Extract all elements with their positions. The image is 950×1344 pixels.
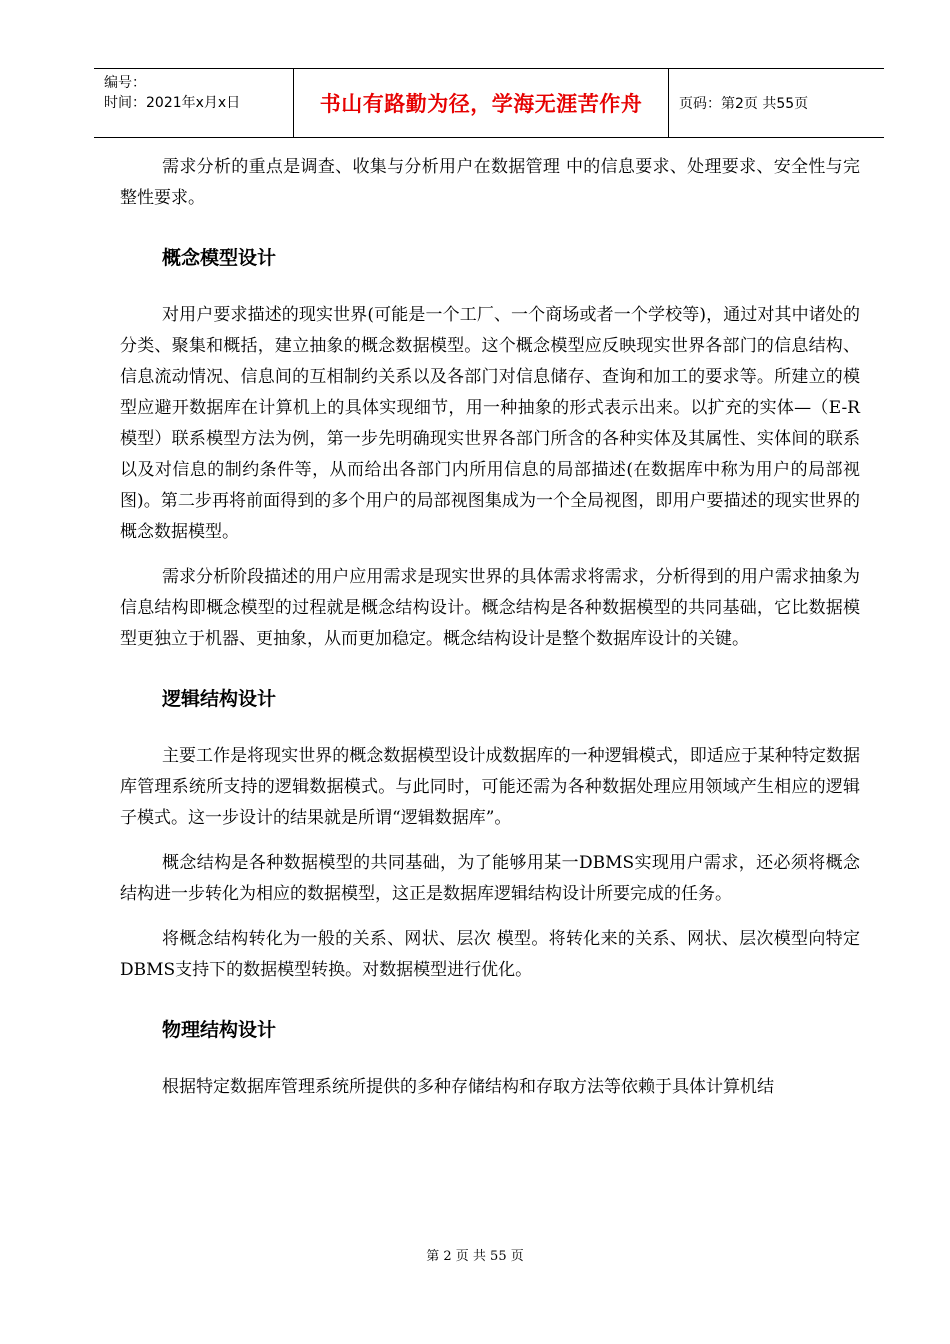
paragraph-conceptual-structure: 需求分析阶段描述的用户应用需求是现实世界的具体需求将需求，分析得到的用户需求抽象为信息结构即概念模型的过程就是概念结构设计。概念结构是各种数据模型的共同基础，它比数据模型更独立于机器、更抽象，从而更加稳定。概念结构设计是整个数据库设计的关键。 [120, 567, 860, 649]
heading-logical-design: 逻辑结构设计 [162, 688, 277, 710]
paragraph-logical-dbms: 概念结构是各种数据模型的共同基础，为了能够用某一DBMS实现用户需求，还必须将概念结构进一步转化为相应的数据模型，这正是数据库逻辑结构设计所要完成的任务。 [120, 853, 860, 904]
motto-text: 书山有路勤为径，学海无涯苦作舟 [319, 92, 643, 116]
paragraph-requirements: 需求分析的重点是调查、收集与分析用户在数据管理 中的信息要求、处理要求、安全性与完整性要求。 [120, 157, 860, 208]
document-body [120, 152, 860, 1117]
paragraph-conceptual-model: 对用户要求描述的现实世界(可能是一个工厂、一个商场或者一个学校等)，通过对其中诸处的分类、聚集和概括，建立抽象的概念数据模型。这个概念模型应反映现实世界各部门的信息结构、信息流动情况、信息间的互相制约关系以及各部门对信息储存、查询和加工的要求等。所建立的模型应避开数据库在计算机上的具体实现细节，用一种抽象的形式表示出来。以扩充的实体—（E-R模型）联系模型方法为例，第一步先明确现实世界各部门所含的各种实体及其属性、实体间的联系以及对信息的制约条件等，从而给出各部门内所用信息的局部描述(在数据库中称为用户的局部视图)。第二步再将前面得到的多个用户的局部视图集成为一个全局视图，即用户要描述的现实世界的概念数据模型。 [120, 305, 860, 542]
page-number-label: 页码：第2页 共55页 [679, 96, 809, 112]
motto-cell [294, 69, 669, 137]
page-number-cell [669, 69, 884, 137]
page-header [94, 68, 884, 138]
paragraph-logical-main: 主要工作是将现实世界的概念数据模型设计成数据库的一种逻辑模式，即适应于某种特定数据库管理系统所支持的逻辑数据模式。与此同时，可能还需为各种数据处理应用领域产生相应的逻辑子模式。这一步设计的结果就是所谓“逻辑数据库”。 [120, 746, 860, 828]
heading-physical-design: 物理结构设计 [162, 1019, 277, 1041]
footer-page-number: 第 2 页 共 55 页 [426, 1249, 524, 1264]
number-label: 编号： [104, 75, 146, 91]
header-info-cell [94, 69, 294, 137]
page-footer [0, 1245, 950, 1264]
paragraph-physical: 根据特定数据库管理系统所提供的多种存储结构和存取方法等依赖于具体计算机结 [162, 1077, 774, 1097]
heading-conceptual-design: 概念模型设计 [162, 247, 277, 269]
time-label: 时间：2021年x月x日 [104, 95, 241, 111]
paragraph-logical-transform: 将概念结构转化为一般的关系、网状、层次 模型。将转化来的关系、网状、层次模型向特定 DBMS支持下的数据模型转换。对数据模型进行优化。 [120, 929, 860, 980]
